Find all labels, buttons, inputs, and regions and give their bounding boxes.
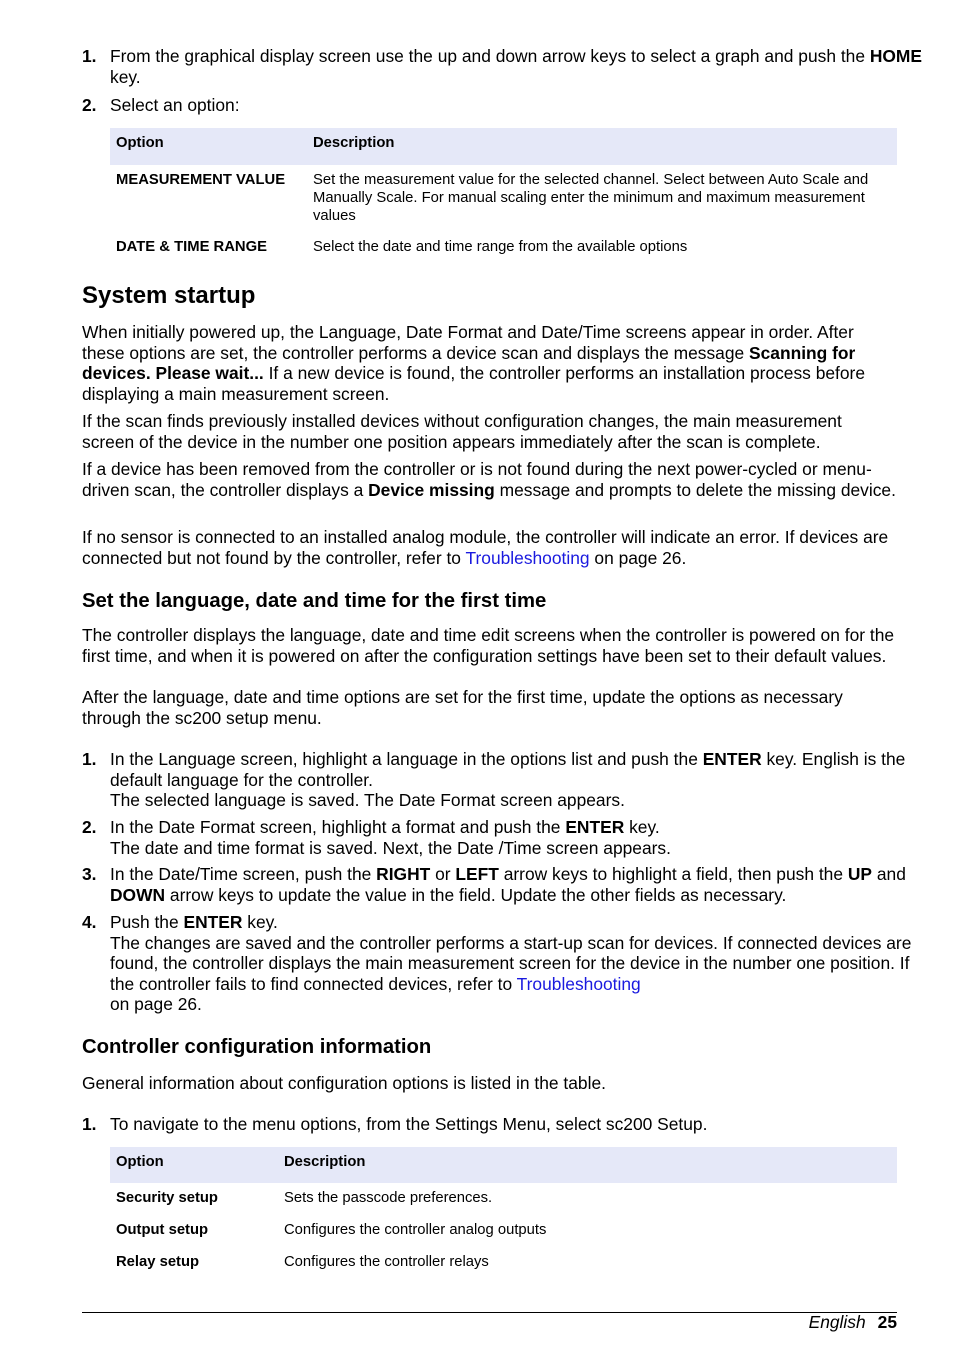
message-name: Scanning for devices. Please wait... xyxy=(82,342,856,383)
step-text-end: key. English is the default language for the controller. xyxy=(110,749,906,790)
troubleshooting-link[interactable]: Troubleshooting xyxy=(465,547,590,568)
row-description: Configures the controller relays xyxy=(284,1254,489,1270)
paragraph xyxy=(82,459,897,500)
step-number: 2. xyxy=(82,817,97,837)
key-name: UP xyxy=(847,864,873,884)
key-name: ENTER xyxy=(702,749,762,769)
key-name: HOME xyxy=(869,46,923,66)
row-option: Output setup xyxy=(116,1222,209,1238)
text: on page 26. xyxy=(589,547,687,568)
step-number: 3. xyxy=(82,864,97,884)
step-text: In the Date/Time screen, push the xyxy=(110,864,377,884)
step-result-end: on page 26. xyxy=(110,994,202,1014)
text: message and prompts to delete the missing device. xyxy=(494,479,896,500)
paragraph: After the language, date and time options are set for the first time, update the options as necessary through the sc200 setup menu. xyxy=(82,687,843,728)
step-text: Select an option: xyxy=(110,95,240,115)
text: If a new device is found, the controller performs an installation process before displaying a main measurement screen. xyxy=(82,363,866,404)
row-description: Configures the controller analog outputs xyxy=(284,1222,547,1238)
config-step-1 xyxy=(82,1114,925,1135)
step-text: To navigate to the menu options, from the Settings Menu, select sc200 Setup. xyxy=(110,1114,708,1134)
language-step-1 xyxy=(82,749,925,811)
step-text-end: key. xyxy=(624,817,660,837)
key-name: DOWN xyxy=(110,884,166,905)
header-description: Description xyxy=(278,1147,897,1183)
language-step-3 xyxy=(82,864,925,905)
row-description: Sets the passcode preferences. xyxy=(284,1190,493,1206)
message-name: Device missing xyxy=(368,479,495,500)
step-text: or xyxy=(430,864,456,884)
top-step-1 xyxy=(82,46,925,87)
step-number: 4. xyxy=(82,912,97,932)
footer-language: English xyxy=(808,1312,866,1332)
key-name: LEFT xyxy=(455,864,499,884)
step-number: 2. xyxy=(82,95,97,115)
section-heading-language: Set the language, date and time for the first time xyxy=(82,590,547,612)
language-step-4 xyxy=(82,912,925,1015)
header-option: Option xyxy=(110,1147,278,1183)
table-header xyxy=(110,1147,897,1183)
page-footer xyxy=(809,1312,897,1332)
step-text: arrow keys to highlight a field, then push the xyxy=(498,864,848,884)
row-option: MEASUREMENT VALUE xyxy=(116,172,286,188)
row-option: DATE & TIME RANGE xyxy=(116,239,267,255)
step-result: The date and time format is saved. Next, the Date /Time screen appears. xyxy=(110,837,671,858)
step-number: 1. xyxy=(82,46,97,66)
step-result: The selected language is saved. The Date Format screen appears. xyxy=(110,790,625,810)
header-option: Option xyxy=(110,128,307,165)
table-row xyxy=(110,238,897,256)
language-step-2 xyxy=(82,817,925,858)
section-heading-system-startup: System startup xyxy=(82,282,256,309)
row-option: Relay setup xyxy=(116,1254,200,1270)
page-number: 25 xyxy=(877,1312,897,1332)
table-header xyxy=(110,128,897,165)
top-step-2 xyxy=(82,95,925,116)
row-description: Select the date and time range from the available options xyxy=(313,239,688,255)
row-option: Security setup xyxy=(116,1190,218,1206)
step-text-end: key. xyxy=(242,912,278,932)
table-row xyxy=(110,1253,897,1271)
text: When initially powered up, the Language, Date Format and Date/Time screens appear in order. After these options are set, the controller performs a device scan and displays the message xyxy=(82,322,854,363)
table-row xyxy=(110,1183,897,1221)
step-result: The changes are saved and the controller performs a start-up scan for devices. If connected devices are found, the controller displays the main measurement screen for the device in the number one position. If the controller fails to find connected devices, refer to xyxy=(110,932,912,994)
step-text-end: arrow keys to update the value in the field. Update the other fields as necessary. xyxy=(165,884,787,905)
key-name: RIGHT xyxy=(376,864,431,884)
step-text-end: key. xyxy=(110,66,141,87)
paragraph: The controller displays the language, date and time edit screens when the controller is powered on for the first time, and when it is powered on after the configuration settings have been set to their default values. xyxy=(82,625,895,666)
table-row xyxy=(110,165,897,238)
step-text: Push the xyxy=(110,912,184,932)
step-number: 1. xyxy=(82,749,97,769)
troubleshooting-link[interactable]: Troubleshooting xyxy=(516,973,641,994)
paragraph: General information about configuration options is listed in the table. xyxy=(82,1073,606,1093)
row-description: Set the measurement value for the selected channel. Select between Auto Scale and Manually Scale. For manual scaling enter the minimum and maximum measurement values xyxy=(313,172,869,224)
section-heading-config: Controller configuration information xyxy=(82,1036,432,1058)
options-table-1 xyxy=(110,128,897,256)
header-description: Description xyxy=(307,128,897,165)
step-text: In the Language screen, highlight a language in the options list and push the xyxy=(110,749,703,769)
step-text: In the Date Format screen, highlight a format and push the xyxy=(110,817,566,837)
key-name: ENTER xyxy=(183,912,243,932)
options-table-2 xyxy=(110,1147,897,1271)
step-number: 1. xyxy=(82,1114,97,1134)
paragraph: If the scan finds previously installed devices without configuration changes, the main measurement screen of the device in the number one position appears immediately after the scan is complete. xyxy=(82,411,842,452)
step-text: and xyxy=(872,864,906,884)
table-row xyxy=(110,1221,897,1253)
step-text: From the graphical display screen use the up and down arrow keys to select a graph and push the xyxy=(110,46,870,66)
key-name: ENTER xyxy=(565,817,625,837)
text: If no sensor is connected to an installed analog module, the controller will indicate an error. If devices are connected but not found by the controller, refer to xyxy=(82,527,889,568)
paragraph xyxy=(82,322,897,404)
text: If a device has been removed from the controller or is not found during the next power-cycled or menu-driven scan, the controller displays a xyxy=(82,459,872,500)
footer-rule xyxy=(82,1312,897,1313)
paragraph xyxy=(82,527,897,568)
